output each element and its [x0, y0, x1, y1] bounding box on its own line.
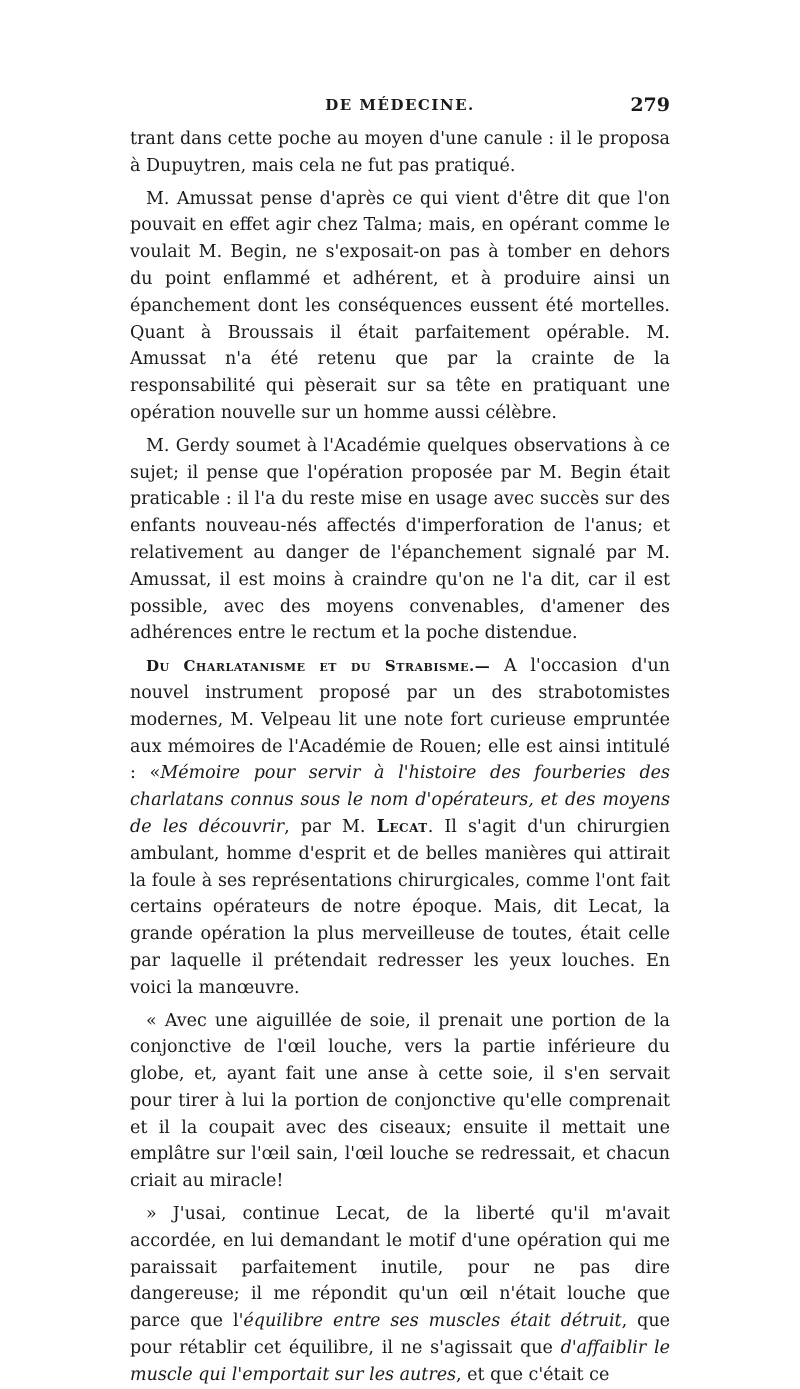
- running-title: DE MÉDECINE.: [325, 96, 475, 114]
- section-heading: Du Charlatanisme et du Strabisme.—: [146, 657, 491, 676]
- book-page: [130, 96, 670, 1389]
- page-number: 279: [630, 94, 670, 116]
- italic-phrase-equilibrium: équilibre entre ses muscles était détruit: [243, 1311, 622, 1332]
- paragraph-3-text: M. Gerdy soumet à l'Académie quelques observations à ce sujet; il pense que l'opération proposée par M. Begin était praticable : il l'a du reste mise en usage avec succès sur des enfants nouveau-nés affectés d'imperforation de l'anus; et relativement au danger de l'épanchement signalé par M. Amussat, il est moins à craindre qu'on ne l'a dit, car il est possible, avec des moyens convenables, d'amener des adhérences entre le rectum et la poche distendue.: [130, 435, 670, 644]
- paragraph-6-intro: » J'usai, continue Lecat, de la liberté qu'il m'avait accordée, en lui demandant le motif d'une opération qui me paraissait parfaitement inutile, pour ne pas dire dangereuse; il me répondit qu'un œil n'était louche que parce que l': [130, 1204, 670, 1332]
- paragraph-1: [130, 126, 670, 180]
- italic-phrase-weaken: d'affaiblir le muscle qui l'emportait sur les autres: [130, 1338, 671, 1385]
- paragraph-3: [130, 433, 670, 647]
- memoir-title: Mémoire pour servir à l'histoire des fourberies des charlatans connus sous le nom d'opérateurs, et des moyens de les découvrir: [130, 763, 670, 837]
- paragraph-4: [130, 653, 670, 1001]
- author-name: Lecat: [376, 816, 428, 837]
- paragraph-6-middle: , que pour rétablir cet équilibre, il ne s'agissait que: [130, 1311, 670, 1359]
- paragraph-2: [130, 186, 670, 427]
- paragraph-4-by: , par M.: [284, 816, 377, 837]
- paragraph-5: [130, 1008, 670, 1196]
- paragraph-1-text: trant dans cette poche au moyen d'une canule : il le proposa à Dupuytren, mais cela ne fut pas pratiqué.: [130, 129, 670, 176]
- paragraph-5-text: « Avec une aiguillée de soie, il prenait une portion de la conjonctive de l'œil louche, vers la partie inférieure du globe, et, ayant fait une anse à cette soie, il s'en servait pour tirer à lui la portion de conjonctive qu'elle comprenait et il la coupait avec des ciseaux; ensuite il mettait une emplâtre sur l'œil sain, l'œil louche se redressait, et chacun criait au miracle!: [130, 1010, 670, 1192]
- paragraph-4-rest: . Il s'agit d'un chirurgien ambulant, homme d'esprit et de belles manières qui attirait la foule à ses représentations chirurgicales, comme l'ont fait certains opérateurs de notre époque. Mais, dit Lecat, la grande opération la plus merveilleuse de toutes, était celle par laquelle il prétendait redresser les yeux louches. En voici la manœuvre.: [130, 816, 670, 998]
- running-head: [130, 96, 670, 126]
- paragraph-4-intro: A l'occasion d'un nouvel instrument proposé par un des strabotomistes modernes, M. Velpeau lit une note fort curieuse empruntée aux mémoires de l'Académie de Rouen; elle est ainsi intitulé : «: [130, 656, 670, 784]
- paragraph-2-text: M. Amussat pense d'après ce qui vient d'être dit que l'on pouvait en effet agir chez Talma; mais, en opérant comme le voulait M. Begin, ne s'exposait-on pas à tomber en dehors du point enflammé et adhérent, et à produire ainsi un épanchement dont les conséquences eussent été mortelles. Quant à Broussais il était parfaitement opérable. M. Amussat n'a été retenu que par la crainte de la responsabilité qui pèserait sur sa tête en pratiquant une opération nouvelle sur un homme aussi célèbre.: [130, 188, 670, 423]
- paragraph-6: [130, 1201, 670, 1389]
- paragraph-6-rest: , et que c'était ce: [456, 1364, 610, 1385]
